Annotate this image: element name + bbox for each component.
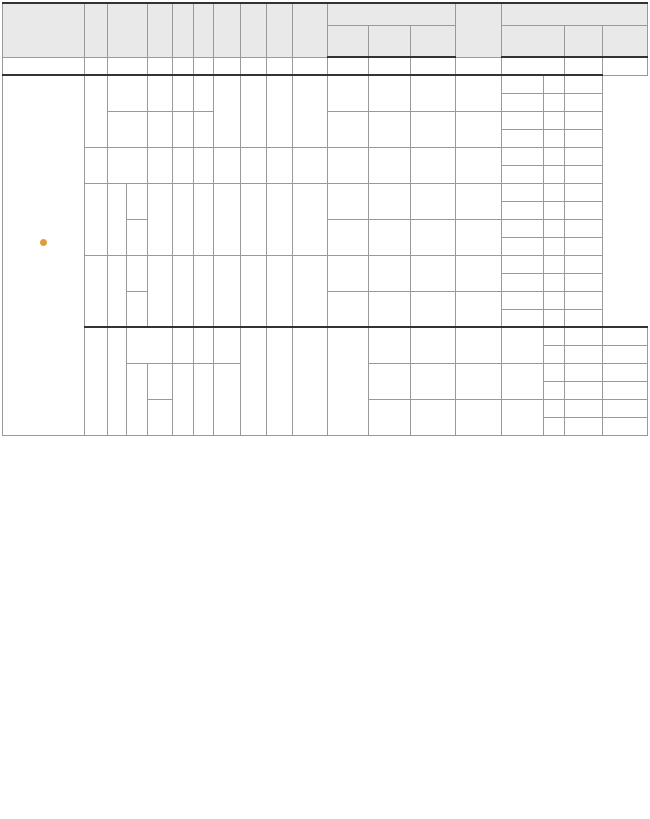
min-deposit <box>565 345 603 363</box>
income-yes-label <box>126 255 147 291</box>
min-label <box>502 273 544 291</box>
shared-area <box>241 75 267 147</box>
max-deposit <box>565 327 603 345</box>
general <box>193 111 213 147</box>
total <box>172 363 193 435</box>
min-deposit <box>565 417 603 435</box>
balance <box>455 327 501 363</box>
min-label <box>502 237 544 255</box>
min-rent <box>565 165 603 183</box>
balance <box>410 183 455 219</box>
shared-area <box>241 183 267 255</box>
down-payment <box>368 75 410 111</box>
max-deposit <box>544 255 565 273</box>
max-deposit <box>544 183 565 201</box>
priority <box>172 75 193 111</box>
priority <box>172 147 193 183</box>
deposit <box>368 399 410 435</box>
balance <box>410 147 455 183</box>
total <box>147 147 172 183</box>
balance <box>410 75 455 111</box>
max-label <box>544 399 565 417</box>
complex-2-cell <box>84 327 107 435</box>
general <box>193 255 213 327</box>
exclusive-area <box>213 183 240 255</box>
balance <box>410 219 455 255</box>
down-payment <box>368 255 410 291</box>
min-label <box>502 201 544 219</box>
header-division <box>502 25 565 57</box>
header-shared <box>241 3 267 57</box>
supply-type <box>84 147 107 183</box>
priority <box>172 183 193 255</box>
sum-area <box>293 183 328 255</box>
min-label <box>502 165 544 183</box>
monthly-rent <box>455 147 501 183</box>
header-conv-deposit <box>565 25 603 57</box>
header-deposit-group <box>328 3 456 25</box>
deposit <box>328 75 369 111</box>
max-rent <box>602 399 647 417</box>
supply-type <box>84 183 107 255</box>
max-label <box>502 219 544 237</box>
other-area <box>267 75 293 147</box>
max-label <box>502 183 544 201</box>
header-complex <box>3 3 85 57</box>
deposit <box>368 363 410 399</box>
monthly-rent <box>455 291 501 327</box>
shared-area <box>241 255 267 327</box>
max-rent <box>565 219 603 237</box>
supply-type <box>84 75 107 147</box>
table-row <box>3 327 648 345</box>
income-no-label <box>147 399 172 435</box>
down-payment <box>368 219 410 255</box>
min-rent <box>565 309 603 327</box>
monthly-rent <box>455 111 501 147</box>
header-sum <box>293 3 328 57</box>
monthly-rent <box>502 327 544 363</box>
min-label <box>502 309 544 327</box>
max-label <box>544 327 565 345</box>
monthly-rent <box>455 255 501 291</box>
total <box>147 183 172 255</box>
min-deposit <box>544 273 565 291</box>
header-deposit-total <box>328 25 369 57</box>
min-rent <box>565 93 603 111</box>
min-deposit <box>544 237 565 255</box>
total <box>147 75 172 111</box>
max-deposit <box>565 363 603 381</box>
max-deposit <box>544 219 565 237</box>
total <box>172 327 193 363</box>
youth-label <box>107 183 126 255</box>
table-row <box>3 147 648 165</box>
down-payment <box>368 147 410 183</box>
min-label <box>502 93 544 111</box>
header-exclusive <box>213 3 240 57</box>
min-deposit <box>544 129 565 147</box>
monthly-rent <box>455 75 501 111</box>
subtotal-total <box>147 57 172 75</box>
max-label <box>502 147 544 165</box>
min-label <box>502 129 544 147</box>
max-rent <box>565 183 603 201</box>
deposit <box>328 147 369 183</box>
min-deposit <box>544 165 565 183</box>
min-rent <box>565 237 603 255</box>
youth-label <box>126 363 147 435</box>
target <box>107 75 147 111</box>
sum-area <box>293 75 328 147</box>
header-total <box>147 3 172 57</box>
other-area <box>267 183 293 255</box>
income-yes-label <box>147 363 172 399</box>
down-payment <box>410 327 455 363</box>
subtotal-general <box>193 57 213 75</box>
min-deposit <box>544 309 565 327</box>
table-row <box>3 75 648 93</box>
min-rent <box>602 381 647 399</box>
max-deposit <box>544 147 565 165</box>
priority <box>172 111 193 147</box>
deposit <box>368 327 410 363</box>
max-rent <box>565 147 603 165</box>
subtotal-row <box>3 57 648 75</box>
general <box>213 363 240 435</box>
max-deposit <box>544 75 565 93</box>
deposit <box>328 255 369 291</box>
subtotal-label <box>107 57 147 75</box>
balance <box>410 255 455 291</box>
max-rent <box>565 291 603 309</box>
priority <box>193 363 213 435</box>
sum-area <box>328 327 369 435</box>
other-area <box>267 147 293 183</box>
max-label <box>544 363 565 381</box>
supply-type <box>84 255 107 327</box>
max-label <box>502 75 544 93</box>
min-rent <box>565 273 603 291</box>
down-payment <box>368 183 410 219</box>
priority <box>172 255 193 327</box>
general <box>193 75 213 111</box>
target <box>126 327 172 363</box>
max-rent <box>565 255 603 273</box>
balance <box>455 363 501 399</box>
rental-info-table <box>2 2 648 436</box>
balance <box>410 111 455 147</box>
header-target <box>107 3 147 57</box>
max-rent <box>602 363 647 381</box>
monthly-rent <box>502 363 544 399</box>
max-rent <box>565 75 603 93</box>
exclusive-area <box>213 75 240 147</box>
max-rent <box>602 327 647 345</box>
header-other-shared <box>267 3 293 57</box>
youth-label <box>107 255 126 327</box>
complex-1-cell <box>3 75 85 435</box>
min-label <box>544 381 565 399</box>
chungsinho-logo <box>3 239 84 246</box>
other-area <box>267 255 293 327</box>
down-payment <box>368 291 410 327</box>
min-rent <box>565 201 603 219</box>
balance <box>455 399 501 435</box>
priority <box>193 327 213 363</box>
deposit <box>328 111 369 147</box>
min-deposit <box>565 381 603 399</box>
sum-area <box>293 147 328 183</box>
exclusive-area <box>213 147 240 183</box>
down-payment <box>410 399 455 435</box>
min-deposit <box>544 93 565 111</box>
max-rent <box>565 111 603 129</box>
income-no-label <box>126 219 147 255</box>
general <box>213 327 240 363</box>
deposit <box>328 291 369 327</box>
deposit <box>328 219 369 255</box>
max-label <box>502 111 544 129</box>
header-balance <box>410 25 455 57</box>
exclusive-area <box>241 327 267 435</box>
header-general <box>193 3 213 57</box>
header-supply-type <box>84 3 107 57</box>
min-rent <box>602 345 647 363</box>
exclusive-area <box>213 255 240 327</box>
header-monthly-rent <box>455 3 501 57</box>
min-label <box>544 345 565 363</box>
table-row <box>3 183 648 201</box>
monthly-rent <box>455 183 501 219</box>
min-rent <box>565 129 603 147</box>
monthly-rent <box>502 399 544 435</box>
supply-type <box>107 327 126 435</box>
header-down-payment <box>368 25 410 57</box>
down-payment <box>368 111 410 147</box>
header-conversion-group <box>502 3 648 25</box>
monthly-rent <box>455 219 501 255</box>
min-label <box>544 417 565 435</box>
min-rent <box>602 417 647 435</box>
table-row <box>3 255 648 273</box>
down-payment <box>410 363 455 399</box>
total <box>147 255 172 327</box>
sum-area <box>293 255 328 327</box>
min-deposit <box>544 201 565 219</box>
target <box>107 111 147 147</box>
deposit <box>328 183 369 219</box>
max-deposit <box>544 111 565 129</box>
shared-area <box>241 147 267 183</box>
general <box>193 147 213 183</box>
shared-area <box>267 327 293 435</box>
header-conv-rent <box>602 25 647 57</box>
income-no-label <box>126 291 147 327</box>
header-priority <box>172 3 193 57</box>
balance <box>410 291 455 327</box>
subtotal-priority <box>172 57 193 75</box>
income-yes-label <box>126 183 147 219</box>
other-area <box>293 327 328 435</box>
max-label <box>502 291 544 309</box>
max-deposit <box>565 399 603 417</box>
total <box>147 111 172 147</box>
max-label <box>502 255 544 273</box>
max-deposit <box>544 291 565 309</box>
general <box>193 183 213 255</box>
target <box>107 147 147 183</box>
